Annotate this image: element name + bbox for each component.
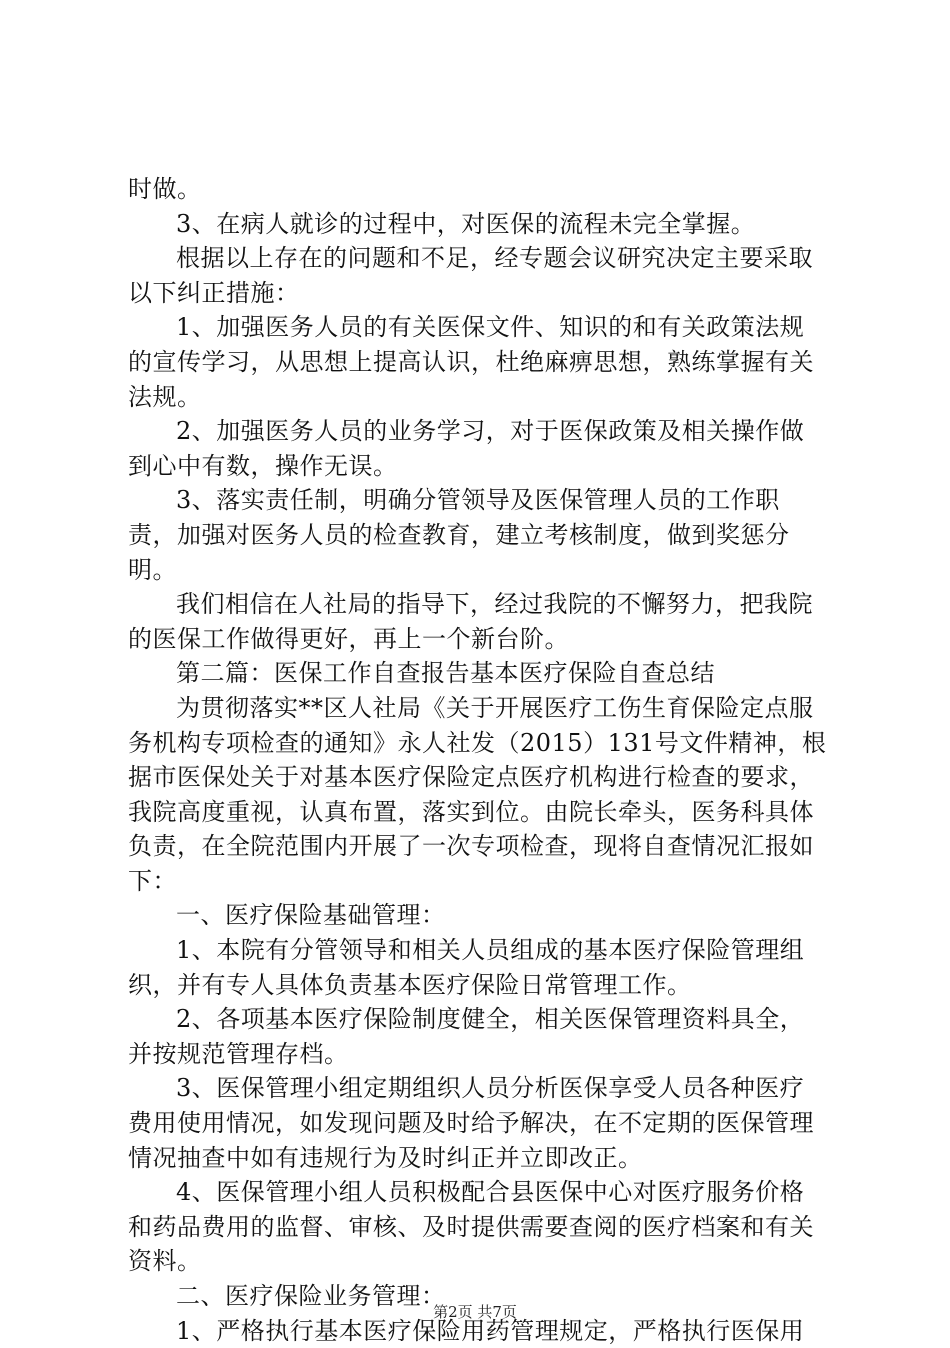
paragraph: 1、本院有分管领导和相关人员组成的基本医疗保险管理组织，并有专人具体负责基本医疗保险日常管理工作。 [128,936,805,999]
paragraph: 3、落实责任制，明确分管领导及医保管理人员的工作职责，加强对医务人员的检查教育，建立考核制度，做到奖惩分明。 [128,486,790,584]
paragraph: 2、各项基本医疗保险制度健全，相关医保管理资料具全，并按规范管理存档。 [128,1005,805,1068]
paragraph: 4、医保管理小组人员积极配合县医保中心对医疗服务价格和药品费用的监督、审核、及时提供需要查阅的医疗档案和有关资料。 [128,1178,814,1276]
section-heading: 第二篇：医保工作自查报告基本医疗保险自查总结 [176,659,715,688]
paragraph: 时做。 [128,175,202,203]
paragraph: 为贯彻落实**区人社局《关于开展医疗工伤生育保险定点服务机构专项检查的通知》永人社发（2015）131号文件精神，根据市医保处关于对基本医疗保险定点医疗机构进行检查的要求，我院高度重视，认真布置，落实到位。由院长牵头，医务科具体负责，在全院范围内开展了一次专项检查，现将自查情况汇报如下： [128,693,827,895]
subsection-heading: 一、医疗保险基础管理： [176,901,446,930]
paragraph: 1、严格执行基本医疗保险用药管理规定，严格执行医保用 [176,1316,805,1345]
paragraph: 根据以上存在的问题和不足，经专题会议研究决定主要采取以下纠正措施： [128,244,813,307]
page-number-footer: 第2页 共7页 [433,1303,517,1321]
paragraph: 2、加强医务人员的业务学习，对于医保政策及相关操作做到心中有数，操作无误。 [128,417,805,480]
document-body [128,172,828,1348]
paragraph: 3、医保管理小组定期组织人员分析医保享受人员各种医疗费用使用情况，如发现问题及时给予解决，在不定期的医保管理情况抽查中如有违规行为及时纠正并立即改正。 [128,1074,814,1172]
paragraph: 我们相信在人社局的指导下，经过我院的不懈努力，把我院的医保工作做得更好，再上一个新台阶。 [128,590,813,653]
subsection-heading: 二、医疗保险业务管理： [176,1282,446,1310]
paragraph: 3、在病人就诊的过程中，对医保的流程未完全掌握。 [176,209,756,238]
paragraph: 1、加强医务人员的有关医保文件、知识的和有关政策法规的宣传学习，从思想上提高认识，杜绝麻痹思想，熟练掌握有关法规。 [128,313,814,411]
